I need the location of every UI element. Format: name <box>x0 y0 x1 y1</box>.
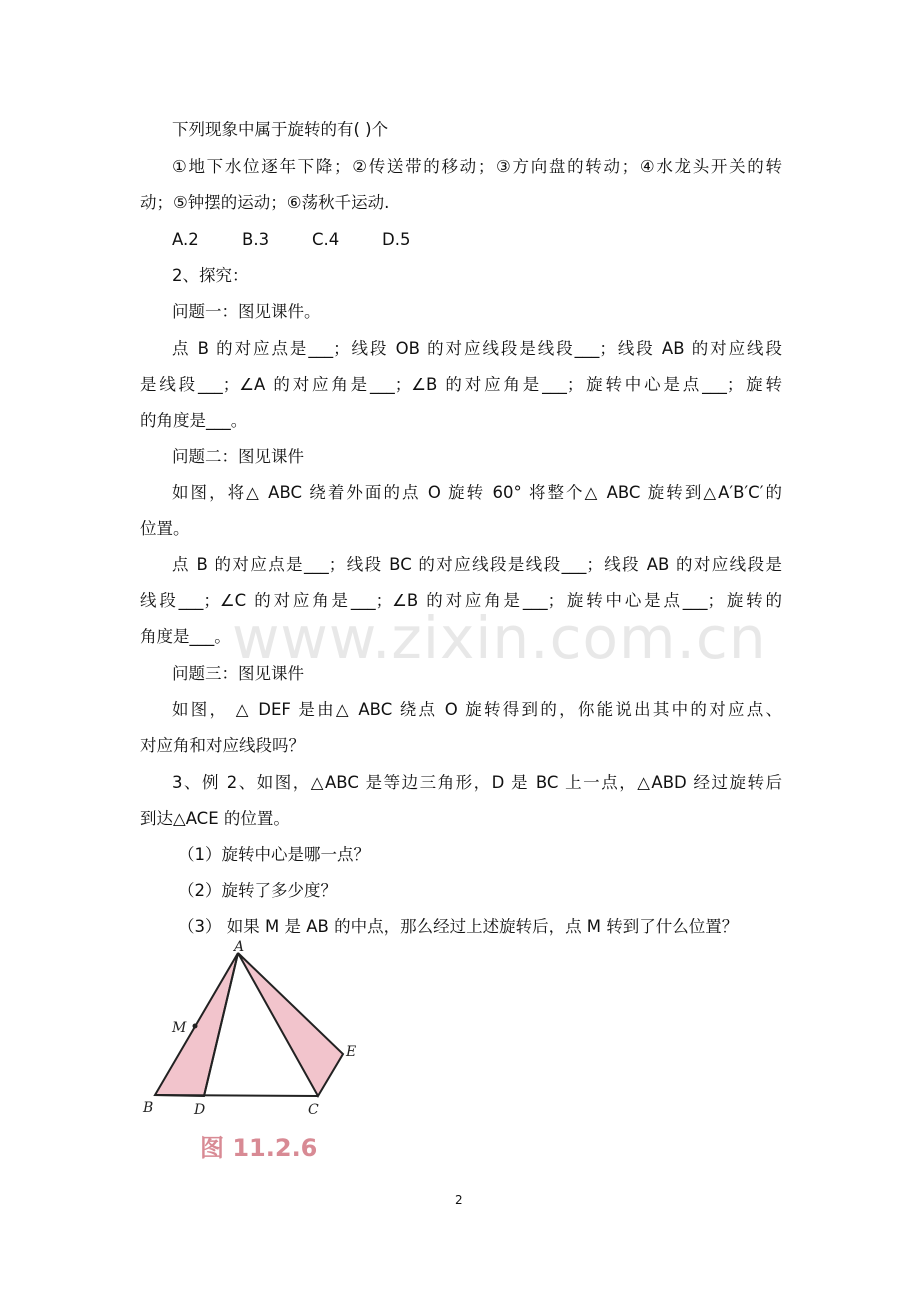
problem-three-line1: 如图， △ DEF 是由△ ABC 绕点 O 旋转得到的，你能说出其中的对应点、 <box>172 700 782 719</box>
option-a: A.2 <box>172 230 199 249</box>
question-items-line1: ①地下水位逐年下降；②传送带的移动；③方向盘的转动；④水龙头开关的转 <box>172 157 782 176</box>
label-a: A <box>234 940 245 955</box>
page-number: 2 <box>455 1193 463 1207</box>
label-e: E <box>346 1044 357 1060</box>
problem-two-line3: 点 B 的对应点是___；线段 BC 的对应线段是线段___；线段 AB 的对应线段是 <box>172 555 782 574</box>
option-c: C.4 <box>312 230 340 249</box>
problem-two-title: 问题二：图见课件 <box>172 447 304 466</box>
problem-one-line1: 点 B 的对应点是___；线段 OB 的对应线段是线段___；线段 AB 的对应线段 <box>172 339 782 358</box>
problem-two-line5: 角度是___。 <box>140 627 231 646</box>
answer-options <box>172 230 782 250</box>
problem-two-line1: 如图，将△ ABC 绕着外面的点 O 旋转 60° 将整个△ ABC 旋转到△A′B′C′的 <box>172 483 782 502</box>
example-two-line1: 3、例 2、如图，△ABC 是等边三角形，D 是 BC 上一点，△ABD 经过旋转后 <box>172 773 782 792</box>
example-two-line2: 到达△ACE 的位置。 <box>140 809 290 828</box>
example-question-2: （2）旋转了多少度？ <box>178 881 337 900</box>
option-d: D.5 <box>382 230 411 249</box>
problem-one-line2: 是线段___；∠A 的对应角是___；∠B 的对应角是___；旋转中心是点___；旋转 <box>140 375 782 394</box>
watermark: www.zixin.com.cn <box>232 604 767 672</box>
problem-two-line4: 线段___；∠C 的对应角是___；∠B 的对应角是___；旋转中心是点___；旋转的 <box>140 591 782 610</box>
triangle-ace-shaded <box>238 953 343 1096</box>
problem-three-line2: 对应角和对应线段吗？ <box>140 736 305 755</box>
section-heading-explore: 2、探究： <box>172 266 249 285</box>
problem-three-title: 问题三：图见课件 <box>172 664 304 683</box>
question-items-line2: 动；⑤钟摆的运动；⑥荡秋千运动. <box>140 193 390 212</box>
problem-two-line2: 位置。 <box>140 519 190 538</box>
segment-bc <box>155 1095 318 1096</box>
label-c: C <box>308 1102 319 1118</box>
question-stem: 下列现象中属于旋转的有( )个 <box>172 120 389 139</box>
example-question-3: （3） 如果 M 是 AB 的中点，那么经过上述旋转后，点 M 转到了什么位置？ <box>178 917 739 936</box>
label-d: D <box>194 1102 206 1118</box>
example-question-1: （1）旋转中心是哪一点？ <box>178 845 370 864</box>
label-m: M <box>172 1020 187 1036</box>
problem-one-line3: 的角度是___。 <box>140 411 248 430</box>
label-b: B <box>143 1100 154 1116</box>
point-m <box>193 1024 198 1029</box>
option-b: B.3 <box>242 230 270 249</box>
problem-one-title: 问题一：图见课件。 <box>172 302 321 321</box>
figure-caption: 图 11.2.6 <box>200 1134 318 1162</box>
